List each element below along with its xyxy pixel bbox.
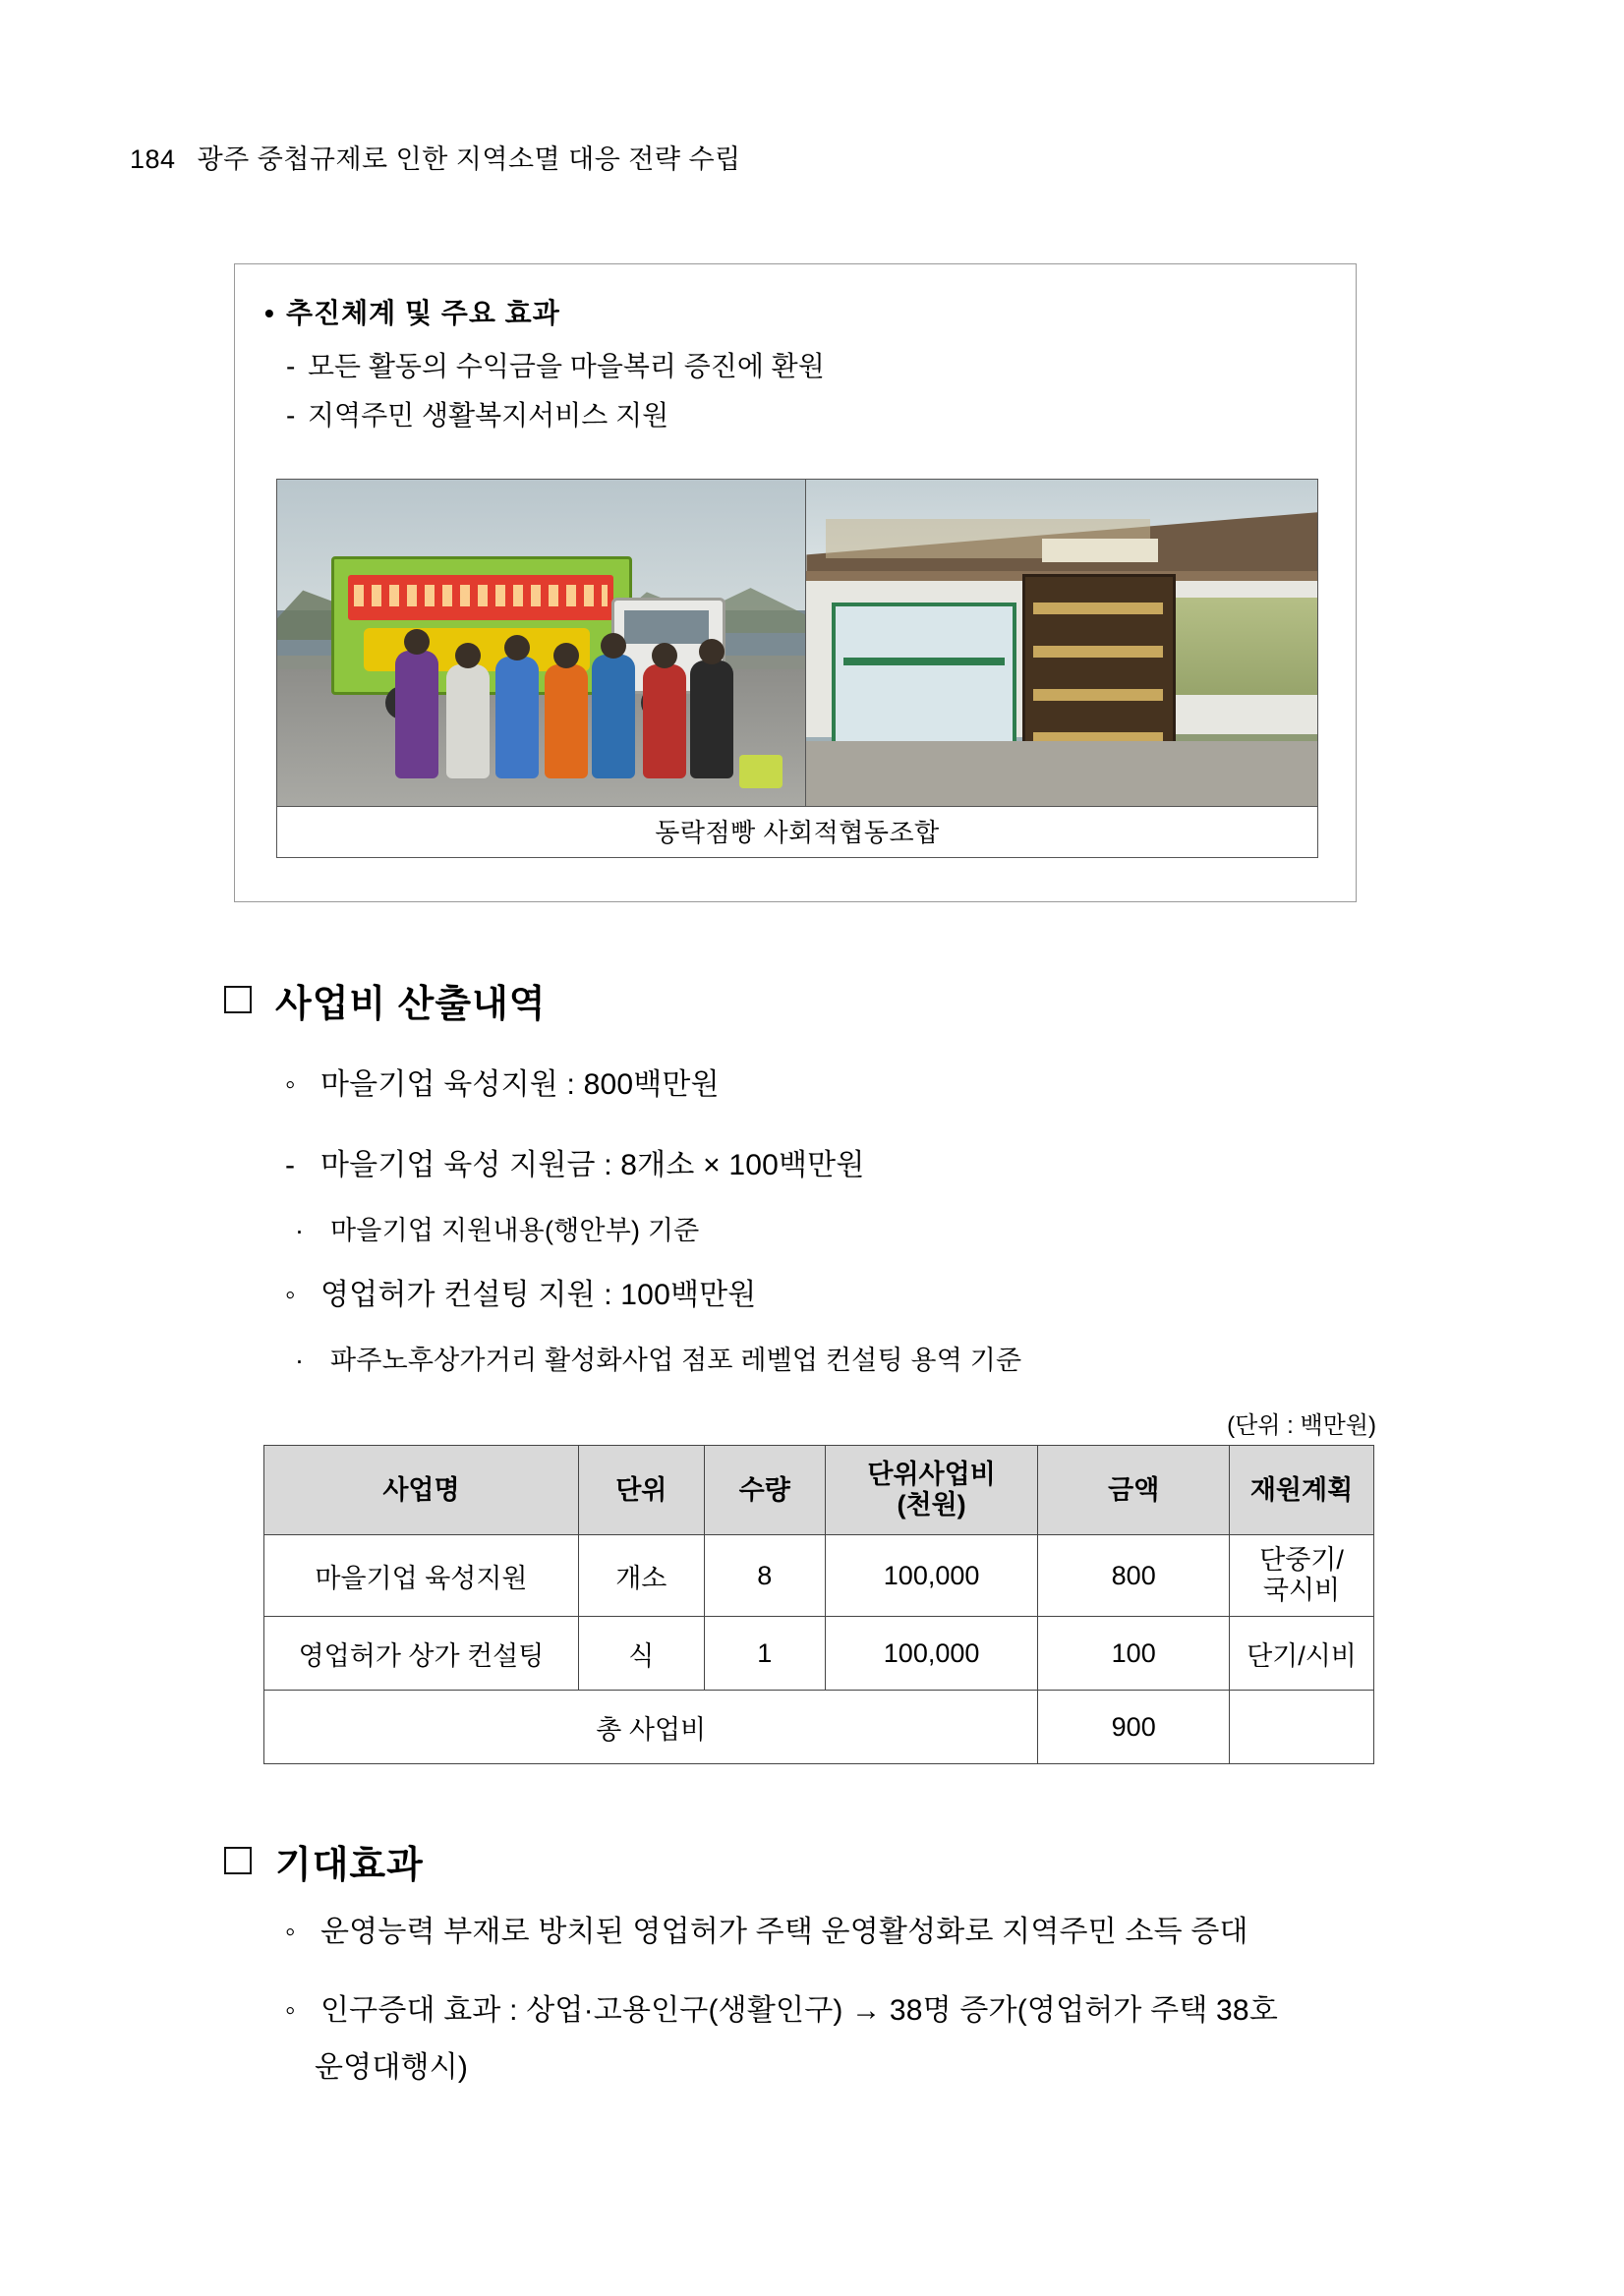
th-quantity: 수량 xyxy=(704,1446,825,1535)
table-row xyxy=(264,1535,1374,1617)
dash-bullet-icon: - xyxy=(285,1149,296,1181)
highlight-box xyxy=(234,263,1357,902)
dash-icon: - xyxy=(286,351,296,381)
middot-bullet-icon: · xyxy=(295,1346,305,1375)
effect-line-3 xyxy=(315,2042,468,2086)
th-unit-cost-line2: (천원) xyxy=(897,1490,966,1521)
cost-line-2 xyxy=(285,1140,865,1183)
cost-line-4-text: 영업허가 컨설팅 지원 : 100백만원 xyxy=(320,1279,757,1311)
cost-line-3-text: 마을기업 지원내용(행안부) 기준 xyxy=(330,1216,700,1245)
page-number: 184 xyxy=(130,144,176,174)
cell-total-funding xyxy=(1229,1691,1373,1764)
photo-village-shop xyxy=(806,480,1317,806)
cell-unit: 개소 xyxy=(578,1535,704,1617)
cell-quantity: 8 xyxy=(704,1535,825,1617)
box-item-2 xyxy=(286,394,668,433)
cell-unit-cost: 100,000 xyxy=(825,1617,1038,1691)
cell-project-name: 마을기업 육성지원 xyxy=(264,1535,579,1617)
section-heading-effect-text: 기대효과 xyxy=(275,1845,424,1886)
effect-line-2 xyxy=(285,1985,1278,2029)
cost-line-2-text: 마을기업 육성 지원금 : 8개소 × 100백만원 xyxy=(320,1149,865,1181)
page-title: 광주 중첩규제로 인한 지역소멸 대응 전략 수립 xyxy=(197,144,741,174)
th-project-name: 사업명 xyxy=(264,1446,579,1535)
cell-funding-plan: 단기/시비 xyxy=(1229,1617,1373,1691)
figure xyxy=(276,479,1318,858)
figure-images xyxy=(277,480,1317,806)
cell-unit: 식 xyxy=(578,1617,704,1691)
cell-unit-cost: 100,000 xyxy=(825,1535,1038,1617)
th-unit: 단위 xyxy=(578,1446,704,1535)
figure-caption: 동락점빵 사회적협동조합 xyxy=(277,806,1317,857)
effect-line-1-text: 운영능력 부재로 방치된 영업허가 주택 운영활성화로 지역주민 소득 증대 xyxy=(320,1916,1248,1948)
middot-bullet-icon: · xyxy=(295,1216,305,1245)
dash-icon: - xyxy=(286,400,296,430)
th-funding-plan: 재원계획 xyxy=(1229,1446,1373,1535)
table-total-row xyxy=(264,1691,1374,1764)
cell-funding-line2: 국시비 xyxy=(1262,1576,1341,1606)
section-heading-cost xyxy=(224,973,547,1027)
section-heading-cost-text: 사업비 산출내역 xyxy=(275,984,547,1025)
box-item-1-text: 모든 활동의 수익금을 마을복리 증진에 환원 xyxy=(308,351,825,381)
circle-bullet-icon: ◦ xyxy=(285,1068,296,1101)
cost-line-4 xyxy=(285,1270,757,1313)
cell-total-amount: 900 xyxy=(1038,1691,1230,1764)
cost-line-5-text: 파주노후상가거리 활성화사업 점포 레벨업 컨설팅 용역 기준 xyxy=(330,1346,1022,1375)
square-bullet-icon xyxy=(224,1847,252,1874)
box-heading xyxy=(264,292,560,331)
cost-line-5 xyxy=(295,1339,1021,1377)
cost-line-1 xyxy=(285,1060,720,1103)
effect-line-1 xyxy=(285,1907,1248,1950)
cell-amount: 100 xyxy=(1038,1617,1230,1691)
cost-line-3 xyxy=(295,1209,699,1247)
cell-funding-line1: 단중기/ xyxy=(1259,1545,1344,1576)
circle-bullet-icon: ◦ xyxy=(285,1279,296,1311)
table-row xyxy=(264,1617,1374,1691)
box-item-2-text: 지역주민 생활복지서비스 지원 xyxy=(308,400,669,430)
effect-line-3-text: 운영대행시) xyxy=(315,2051,469,2084)
cell-total-label: 총 사업비 xyxy=(264,1691,1038,1764)
cell-project-name: 영업허가 상가 컨설팅 xyxy=(264,1617,579,1691)
bullet-dot-icon: • xyxy=(264,298,275,328)
th-unit-cost xyxy=(825,1446,1038,1535)
circle-bullet-icon: ◦ xyxy=(285,1994,296,2027)
table-header-row xyxy=(264,1446,1374,1535)
effect-line-2-text: 인구증대 효과 : 상업·고용인구(생활인구) → 38명 증가(영업허가 주택 38호 xyxy=(320,1994,1278,2027)
cell-quantity: 1 xyxy=(704,1617,825,1691)
page-header xyxy=(130,138,741,176)
circle-bullet-icon: ◦ xyxy=(285,1916,296,1948)
th-unit-cost-line1: 단위사업비 xyxy=(867,1460,996,1489)
section-heading-effect xyxy=(224,1834,424,1888)
box-heading-text: 추진체계 및 주요 효과 xyxy=(286,298,560,328)
cell-funding-plan xyxy=(1229,1535,1373,1617)
photo-truck-bakery xyxy=(277,480,806,806)
square-bullet-icon xyxy=(224,986,252,1013)
cell-amount: 800 xyxy=(1038,1535,1230,1617)
cost-table xyxy=(263,1445,1374,1764)
table-unit-note: (단위 : 백만원) xyxy=(1227,1412,1376,1439)
th-amount: 금액 xyxy=(1038,1446,1230,1535)
box-item-1 xyxy=(286,345,825,384)
cost-line-1-text: 마을기업 육성지원 : 800백만원 xyxy=(320,1068,720,1101)
